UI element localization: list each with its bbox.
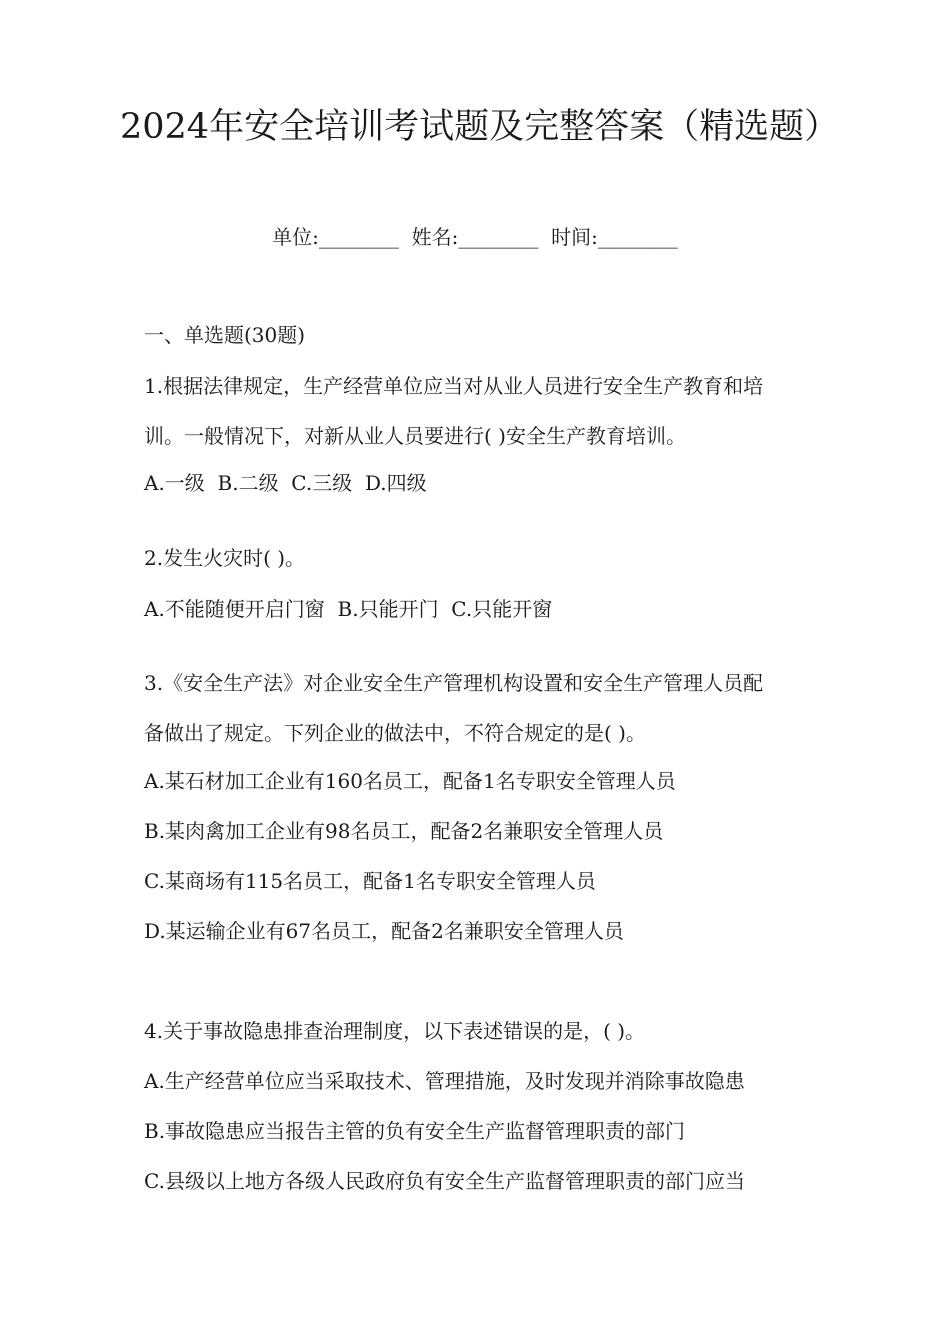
q1-stem-line2: 训。一般情况下，对新从业人员要进行( )安全生产教育培训。 [144,424,686,448]
section-heading: 一、单选题(30题) [144,323,306,347]
q1-options: A.一级 B.二级 C.三级 D.四级 [144,471,427,495]
q3-stem-line1: 3.《安全生产法》对企业安全生产管理机构设置和安全生产管理人员配 [144,671,764,695]
q3-stem-line2: 备做出了规定。下列企业的做法中，不符合规定的是( )。 [144,721,646,745]
q4-option-a: A.生产经营单位应当采取技术、管理措施，及时发现并消除事故隐患 [144,1069,745,1093]
q4-option-c: C.县级以上地方各级人民政府负有安全生产监督管理职责的部门应当 [144,1169,745,1193]
header-fields: 单位:________ 姓名:________ 时间:________ [272,225,678,249]
q3-option-c: C.某商场有115名员工，配备1名专职安全管理人员 [144,869,596,893]
page-title: 2024年安全培训考试题及完整答案（精选题） [120,107,840,147]
q4-stem: 4.关于事故隐患排查治理制度，以下表述错误的是，( )。 [144,1019,646,1043]
q3-option-b: B.某肉禽加工企业有98名员工，配备2名兼职安全管理人员 [144,819,664,843]
q3-option-d: D.某运输企业有67名员工，配备2名兼职安全管理人员 [144,919,624,943]
q4-option-b: B.事故隐患应当报告主管的负有安全生产监督管理职责的部门 [144,1119,686,1143]
q1-stem-line1: 1.根据法律规定，生产经营单位应当对从业人员进行安全生产教育和培 [144,374,764,398]
q3-option-a: A.某石材加工企业有160名员工，配备1名专职安全管理人员 [144,769,676,793]
q2-options: A.不能随便开启门窗 B.只能开门 C.只能开窗 [144,597,553,621]
q2-stem: 2.发生火灾时( )。 [144,546,306,570]
